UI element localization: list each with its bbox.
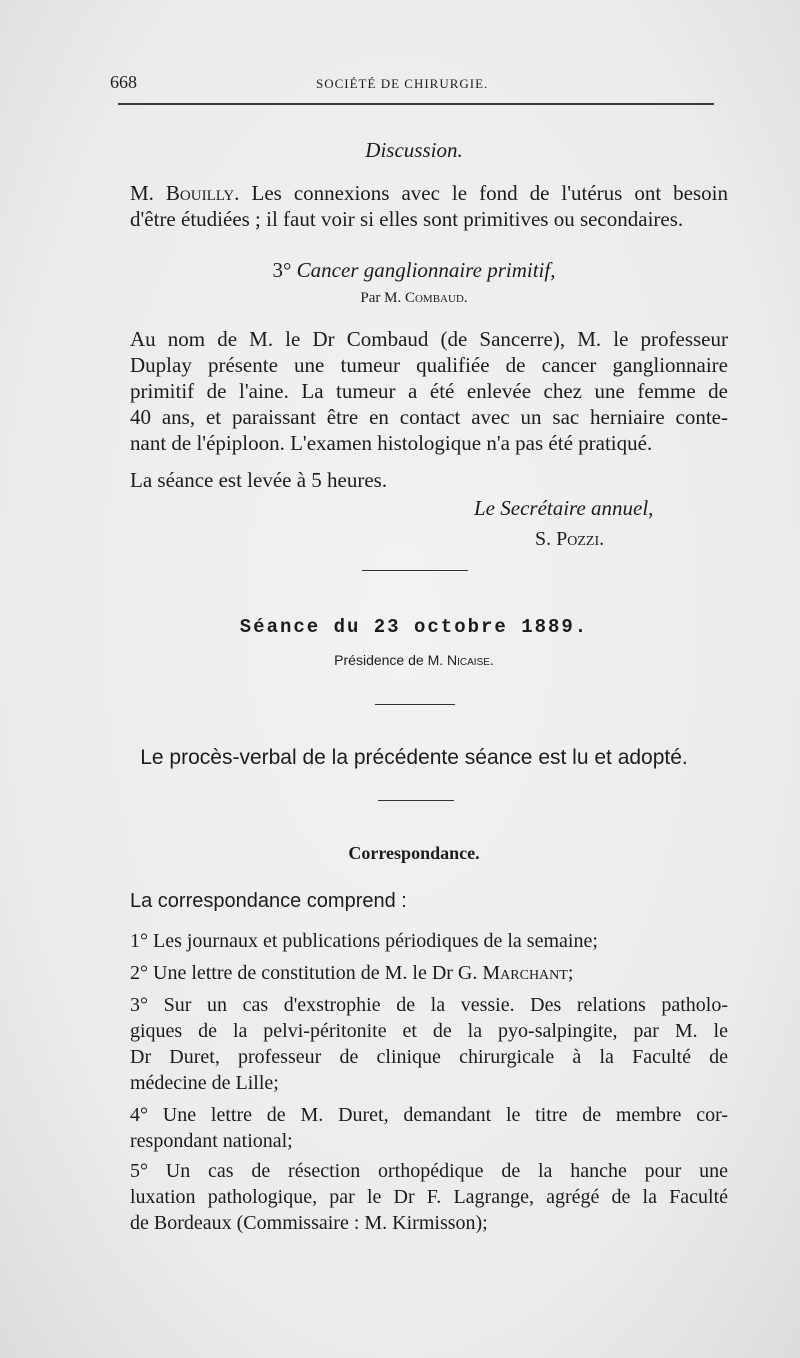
closing-line: La séance est levée à 5 heures. — [130, 468, 388, 492]
cancer-heading: 3° Cancer ganglionnaire primitif, — [272, 258, 556, 282]
cancer-line: 40 ans, et paraissant être en contact avec un sac herniaire conte- — [130, 405, 728, 429]
header-rule — [118, 103, 714, 105]
cancer-line: primitif de l'aine. La tumeur a été enlevée chez une femme de — [130, 379, 728, 403]
section-rule — [362, 570, 468, 571]
presidence-line: Présidence de M. Nicaise. — [334, 652, 494, 668]
section-rule — [375, 704, 455, 705]
speaker-name: M. Bouilly. — [130, 181, 240, 205]
cancer-line: Duplay présente une tumeur qualifiée de cancer ganglionnaire — [130, 353, 728, 377]
correspondance-intro: La correspondance comprend : — [130, 890, 407, 912]
page-number: 668 — [110, 72, 137, 92]
discussion-heading: Discussion. — [365, 138, 463, 162]
correspondance-item-5: 5° Un cas de résection orthopédique de la hanche pour une luxation pathologique, par le Dr F. Lagrange, agrégé de la Faculté de Bordeaux (Commissaire : M. Kirmisson); — [130, 1160, 728, 1234]
signature-title: Le Secrétaire annuel, — [474, 496, 654, 520]
cancer-byline: Par M. Combaud. — [360, 290, 468, 306]
section-rule — [378, 800, 454, 801]
proces-verbal-line: Le procès-verbal de la précédente séance est lu et adopté. — [140, 746, 688, 769]
running-title: SOCIÉTÉ DE CHIRURGIE. — [316, 76, 489, 91]
cancer-paragraph — [130, 326, 728, 456]
correspondance-item-4: 4° Une lettre de M. Duret, demandant le titre de membre cor- respondant national; — [130, 1104, 728, 1152]
seance-title: Séance du 23 octobre 1889. — [239, 616, 589, 638]
discussion-line-2: d'être étudiées ; il faut voir si elles sont primitives ou secondaires. — [130, 207, 684, 231]
discussion-paragraph — [130, 180, 728, 232]
cancer-line: Au nom de M. le Dr Combaud (de Sancerre), M. le professeur — [130, 327, 728, 351]
correspondance-item-3: 3° Sur un cas d'exstrophie de la vessie. Des relations patholo- giques de la pelvi-péritonite et de la pyo-salpingite, par M. le Dr Duret, professeur de clinique chirurgicale à la Faculté de médecine de Lille; — [130, 994, 728, 1094]
signature-name: S. Pozzi. — [535, 528, 605, 550]
cancer-line: nant de l'épiploon. L'examen histologique n'a pas été pratiqué. — [130, 431, 653, 455]
discussion-line-1: M. Bouilly. Les connexions avec le fond de l'utérus ont besoin — [130, 181, 728, 205]
correspondance-heading: Correspondance. — [348, 843, 480, 863]
correspondance-item-1: 1° Les journaux et publications périodiques de la semaine; — [130, 930, 598, 952]
correspondance-item-2: 2° Une lettre de constitution de M. le Dr G. Marchant; — [130, 962, 574, 984]
